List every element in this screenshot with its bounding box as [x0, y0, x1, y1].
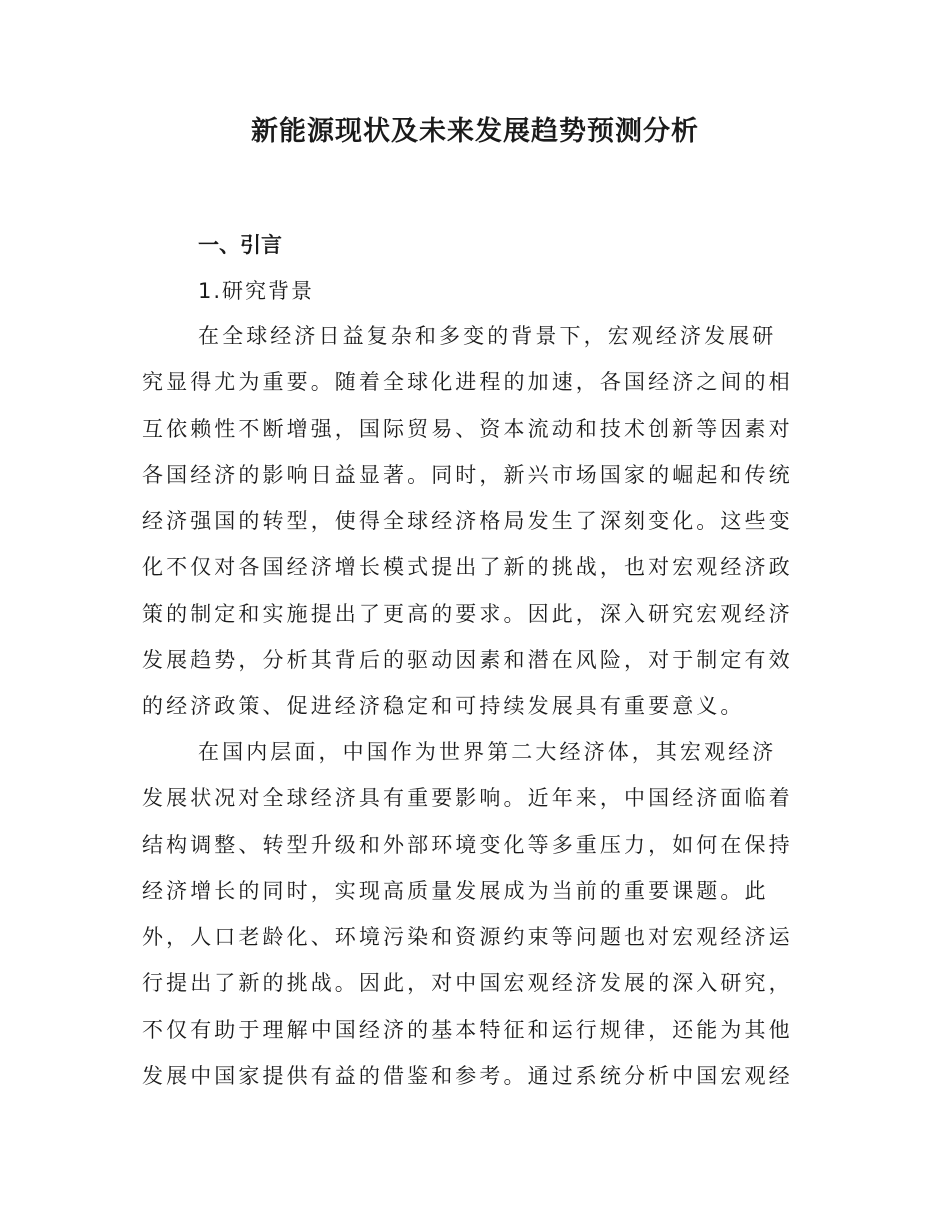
paragraph-line: 化不仅对各国经济增长模式提出了新的挑战，也对宏观经济政 — [142, 555, 793, 580]
paragraph-line: 各国经济的影响日益显著。同时，新兴市场国家的崛起和传统 — [142, 462, 793, 487]
paragraph-line: 互依赖性不断增强，国际贸易、资本流动和技术创新等因素对 — [142, 416, 793, 441]
paragraph-line: 发展中国家提供有益的借鉴和参考。通过系统分析中国宏观经 — [142, 1064, 793, 1089]
document-title: 新能源现状及未来发展趋势预测分析 — [251, 116, 699, 147]
paragraph-line: 在全球经济日益复杂和多变的背景下，宏观经济发展研 — [198, 324, 777, 348]
paragraph-line: 经济强国的转型，使得全球经济格局发生了深刻变化。这些变 — [142, 509, 793, 534]
section-heading: 一、引言 — [198, 233, 282, 257]
paragraph-1 — [142, 313, 814, 730]
subsection-heading: 1.研究背景 — [198, 279, 315, 303]
paragraph-line: 经济增长的同时，实现高质量发展成为当前的重要课题。此 — [142, 878, 769, 903]
paragraph-line: 不仅有助于理解中国经济的基本特征和运行规律，还能为其他 — [142, 1017, 793, 1042]
paragraph-line: 策的制定和实施提出了更高的要求。因此，深入研究宏观经济 — [142, 601, 793, 626]
paragraph-2 — [142, 729, 814, 1099]
paragraph-line: 结构调整、转型升级和外部环境变化等多重压力，如何在保持 — [142, 832, 793, 857]
paragraph-line: 的经济政策、促进经济稳定和可持续发展具有重要意义。 — [142, 694, 745, 719]
paragraph-line: 外，人口老龄化、环境污染和资源约束等问题也对宏观经济运 — [142, 925, 793, 950]
paragraph-line: 行提出了新的挑战。因此，对中国宏观经济发展的深入研究， — [142, 971, 793, 996]
paragraph-line: 究显得尤为重要。随着全球化进程的加速，各国经济之间的相 — [142, 370, 793, 395]
paragraph-line: 发展趋势，分析其背后的驱动因素和潜在风险，对于制定有效 — [142, 648, 793, 673]
paragraph-line: 发展状况对全球经济具有重要影响。近年来，中国经济面临着 — [142, 786, 793, 811]
paragraph-line: 在国内层面，中国作为世界第二大经济体，其宏观经济 — [198, 740, 777, 764]
